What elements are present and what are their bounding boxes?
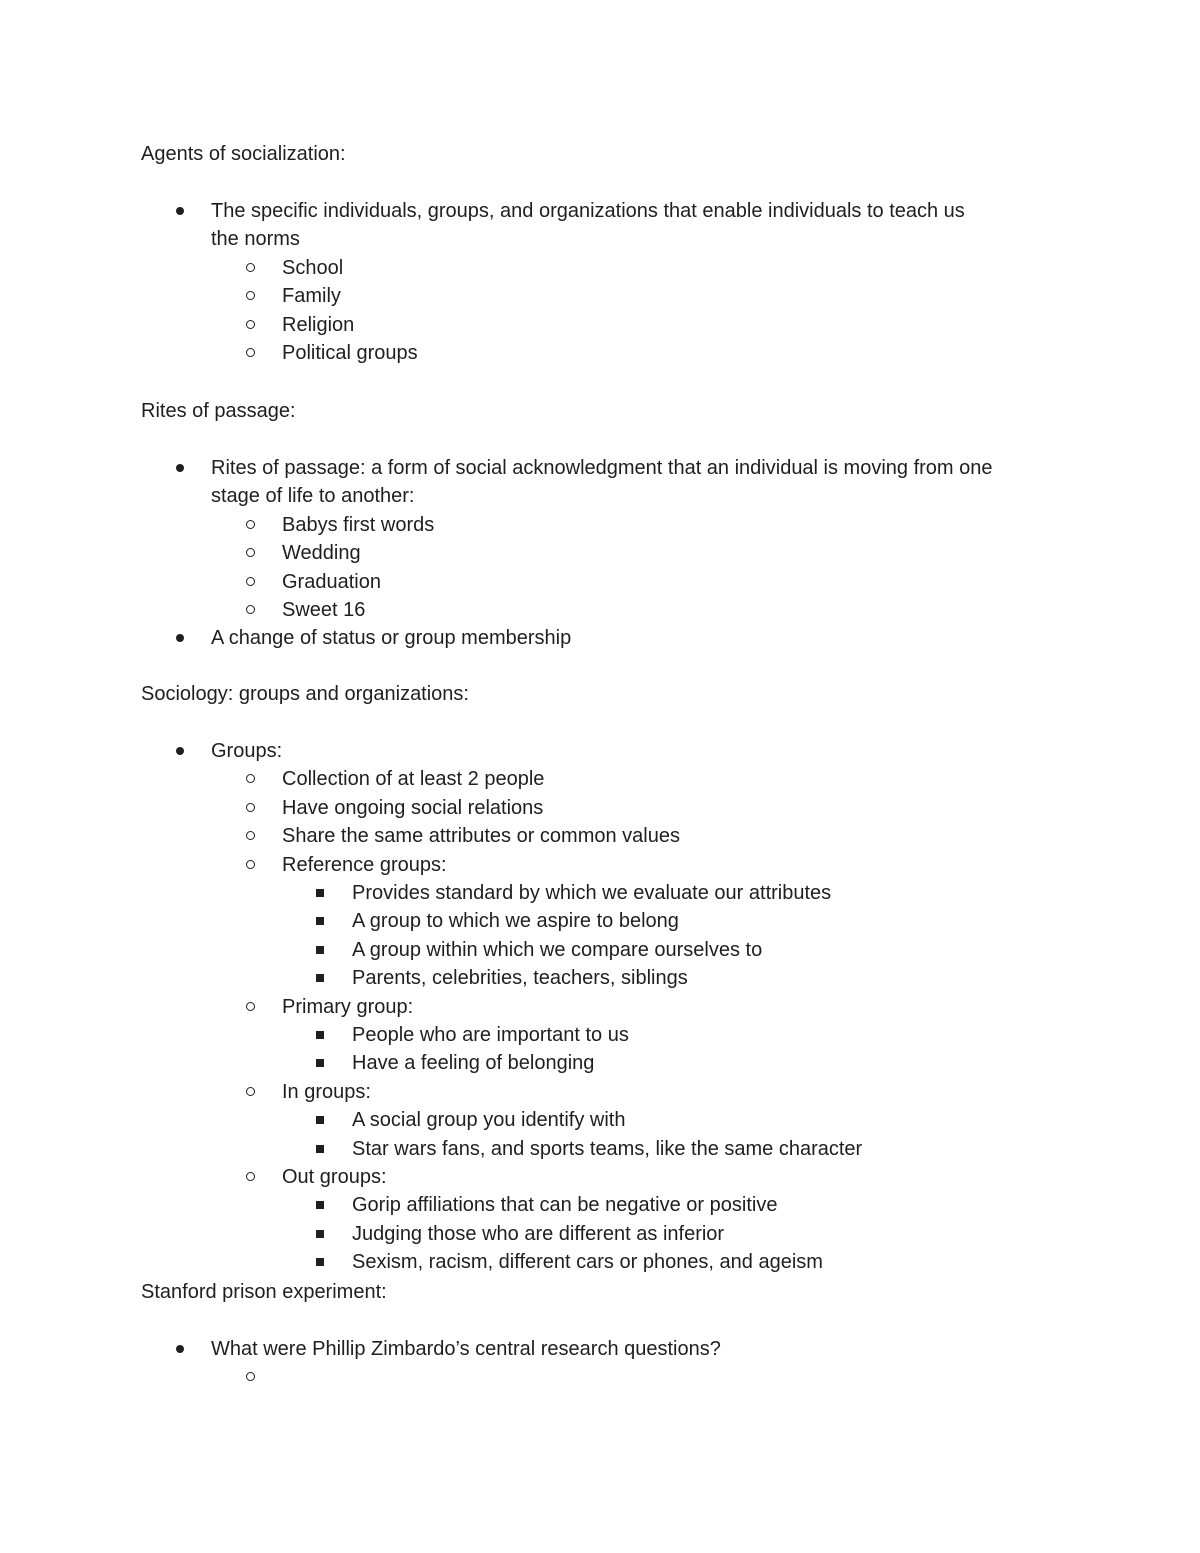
list-item-text: The specific individuals, groups, and organizations that enable individuals to teach us <box>211 200 965 222</box>
list-item-text: the norms <box>211 228 300 251</box>
list-item <box>0 1248 1200 1276</box>
bullet-circle-icon <box>246 520 255 529</box>
bullet-square-icon <box>316 1258 324 1266</box>
list-item-text: Political groups <box>282 342 418 364</box>
list-item-text: A group within which we compare ourselves to <box>352 938 763 961</box>
list-item-text: School <box>282 256 344 279</box>
list-item-text: A change of status or group membership <box>211 627 572 650</box>
list-item-text: Provides standard by which we evaluate our attributes <box>352 882 832 904</box>
bullet-square-icon <box>316 917 324 925</box>
bullet-circle-icon <box>246 860 255 869</box>
bullet-square-icon <box>316 1145 324 1153</box>
list-item-text: Sweet 16 <box>282 599 366 621</box>
list-item <box>0 454 1200 511</box>
list-item <box>0 1106 1200 1134</box>
list-item-text: In groups: <box>282 1080 371 1103</box>
bullet-square-icon <box>316 974 324 982</box>
list-item <box>0 596 1200 624</box>
list-item-text: A group to which we aspire to belong <box>352 910 679 933</box>
list-item-text: Have ongoing social relations <box>282 796 544 819</box>
list-item-text: Religion <box>282 313 355 336</box>
bullet-disc-icon <box>176 747 184 755</box>
list-item <box>0 1135 1200 1163</box>
bullet-square-icon <box>316 1201 324 1209</box>
bullet-circle-icon <box>246 1172 255 1181</box>
list-item <box>0 197 1200 254</box>
list-item <box>0 851 1200 879</box>
list-item <box>0 1191 1200 1219</box>
list-item <box>0 1363 1200 1391</box>
bullet-circle-icon <box>246 1002 255 1011</box>
list-item-text: People who are important to us <box>352 1024 629 1046</box>
list-item <box>0 568 1200 596</box>
list-item <box>0 964 1200 992</box>
bullet-circle-icon <box>246 548 255 557</box>
section-heading: Sociology: groups and organizations: <box>141 683 469 705</box>
bullet-circle-icon <box>246 263 255 272</box>
bullet-square-icon <box>316 1230 324 1238</box>
bullet-circle-icon <box>246 348 255 357</box>
bullet-circle-icon <box>246 1087 255 1096</box>
list-item <box>0 765 1200 793</box>
list-item <box>0 737 1200 765</box>
bullet-circle-icon <box>246 831 255 840</box>
list-item <box>0 879 1200 907</box>
list-item-text: Primary group: <box>282 995 414 1018</box>
list-item-text: What were Phillip Zimbardo’s central research questions? <box>211 1338 721 1360</box>
list-item-text: Graduation <box>282 570 381 593</box>
bullet-square-icon <box>316 946 324 954</box>
list-item <box>0 1049 1200 1077</box>
bullet-square-icon <box>316 1031 324 1039</box>
list-item-text: A social group you identify with <box>352 1109 626 1132</box>
bullet-circle-icon <box>246 320 255 329</box>
list-item <box>0 339 1200 367</box>
list-item-text: Parents, celebrities, teachers, siblings <box>352 967 688 990</box>
list-item <box>0 1163 1200 1191</box>
list-item <box>0 1078 1200 1106</box>
list-item <box>0 539 1200 567</box>
list-item-text: Have a feeling of belonging <box>352 1052 595 1075</box>
bullet-circle-icon <box>246 577 255 586</box>
list-item <box>0 822 1200 850</box>
list-item-text: Reference groups: <box>282 853 447 876</box>
list-item <box>0 311 1200 339</box>
list-item-text: Share the same attributes or common values <box>282 825 680 848</box>
list-item-text: Out groups: <box>282 1166 387 1188</box>
list-item-text: Judging those who are different as inferior <box>352 1222 725 1245</box>
list-item <box>0 794 1200 822</box>
list-item <box>0 282 1200 310</box>
list-item-text: Babys first words <box>282 513 435 536</box>
list-item <box>0 993 1200 1021</box>
list-item-text: Star wars fans, and sports teams, like the same character <box>352 1137 863 1160</box>
bullet-disc-icon <box>176 634 184 642</box>
list-item <box>0 254 1200 282</box>
list-item-text: stage of life to another: <box>211 485 415 508</box>
section-heading: Stanford prison experiment: <box>141 1281 387 1303</box>
list-item-text: Collection of at least 2 people <box>282 768 545 791</box>
list-item <box>0 511 1200 539</box>
list-item <box>0 624 1200 652</box>
section-heading: Agents of socialization: <box>141 143 346 165</box>
list-item-text: Gorip affiliations that can be negative or positive <box>352 1194 778 1217</box>
bullet-circle-icon <box>246 1372 255 1381</box>
bullet-square-icon <box>316 1116 324 1124</box>
list-item <box>0 1021 1200 1049</box>
list-item-text: Sexism, racism, different cars or phones, and ageism <box>352 1251 823 1274</box>
list-item-text: Rites of passage: a form of social acknowledgment that an individual is moving from one <box>211 457 993 479</box>
list-item-text: Groups: <box>211 740 283 762</box>
bullet-circle-icon <box>246 291 255 300</box>
bullet-disc-icon <box>176 1345 184 1353</box>
list-item-text: Wedding <box>282 542 361 565</box>
list-item <box>0 1335 1200 1363</box>
bullet-circle-icon <box>246 774 255 783</box>
list-item-text: Family <box>282 285 341 308</box>
list-item <box>0 1220 1200 1248</box>
bullet-square-icon <box>316 1059 324 1067</box>
bullet-circle-icon <box>246 605 255 614</box>
bullet-circle-icon <box>246 803 255 812</box>
list-item <box>0 936 1200 964</box>
bullet-disc-icon <box>176 207 184 215</box>
section-heading: Rites of passage: <box>141 400 296 422</box>
bullet-disc-icon <box>176 464 184 472</box>
bullet-square-icon <box>316 889 324 897</box>
list-item <box>0 907 1200 935</box>
